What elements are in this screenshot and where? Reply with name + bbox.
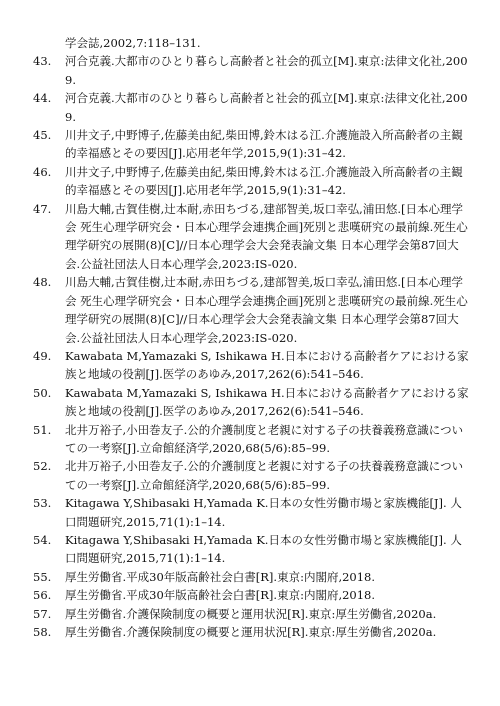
reference-number: 47. — [33, 201, 52, 216]
reference-item — [33, 273, 470, 347]
reference-text: Kitagawa Y,Shibasaki H,Yamada K.日本の女性労働市場と家族機能[J]. 人口問題研究,2015,71(1):1–14. — [65, 532, 462, 566]
reference-item — [33, 494, 470, 531]
reference-text: 厚生労働省.平成30年版高齢社会白書[R].東京:内閣府,2018. — [65, 569, 376, 584]
reference-text: Kawabata M,Yamazaki S, Ishikawa H.日本における高齢者ケアにおける家族と地域の役割[J].医学のあゆみ,2017,262(6):541–546. — [65, 385, 469, 419]
reference-text: 北井万裕子,小田巻友子.公的介護制度と老親に対する子の扶養義務意識についての一考察[J].立命館経済学,2020,68(5/6):85–99. — [65, 422, 464, 455]
reference-number: 49. — [33, 348, 52, 363]
reference-text: 川井文子,中野博子,佐藤美由紀,柴田博,鈴木はる江.介護施設入所高齢者の主観的幸福感とその要因[J].応用老年学,2015,9(1):31–42. — [65, 128, 463, 161]
reference-text: Kitagawa Y,Shibasaki H,Yamada K.日本の女性労働市場と家族機能[J]. 人口問題研究,2015,71(1):1–14. — [65, 496, 462, 529]
reference-item — [33, 126, 470, 163]
reference-item — [33, 623, 470, 641]
reference-number: 57. — [33, 606, 52, 621]
reference-item — [33, 163, 470, 200]
reference-item — [33, 347, 470, 384]
reference-number: 55. — [33, 569, 52, 584]
reference-number: 48. — [33, 275, 52, 290]
reference-text: 川島大輔,古賀佳樹,辻本耐,赤田ちづる,建部智美,坂口幸弘,浦田悠.[日本心理学会 死生心理学研究会・日本心理学会連携企画]死別と悲嘆研究の最前線.死生心理学研究の展開(8)[C]//日本心理学会大会発表論文集 日本心理学会第87回大会.公益社団法人日本心理学会,2023:IS-020. — [65, 275, 468, 345]
reference-text: 川島大輔,古賀佳樹,辻本耐,赤田ちづる,建部智美,坂口幸弘,浦田悠.[日本心理学会 死生心理学研究会・日本心理学会連携企画]死別と悲嘆研究の最前線.死生心理学研究の展開(8)[C]//日本心理学会大会発表論文集 日本心理学会第87回大会.公益社団法人日本心理学会,2023:IS-020. — [65, 201, 468, 271]
reference-text: 河合克義.大都市のひとり暮らし高齢者と社会的孤立[M].東京:法律文化社,2009. — [65, 54, 468, 87]
reference-text: Kawabata M,Yamazaki S, Ishikawa H.日本における高齢者ケアにおける家族と地域の役割[J].医学のあゆみ,2017,262(6):541–546. — [65, 348, 469, 382]
reference-text: 厚生労働省.平成30年版高齢社会白書[R].東京:内閣府,2018. — [65, 588, 376, 603]
reference-item — [33, 200, 470, 274]
reference-item — [33, 531, 470, 568]
reference-list — [33, 34, 470, 641]
reference-number: 46. — [33, 164, 52, 179]
reference-item — [33, 605, 470, 623]
reference-number: 58. — [33, 625, 52, 639]
reference-text: 北井万裕子,小田巻友子.公的介護制度と老親に対する子の扶養義務意識についての一考察[J].立命館経済学,2020,68(5/6):85–99. — [65, 459, 464, 492]
reference-item — [33, 568, 470, 586]
reference-text: 川井文子,中野博子,佐藤美由紀,柴田博,鈴木はる江.介護施設入所高齢者の主観的幸福感とその要因[J].応用老年学,2015,9(1):31–42. — [65, 164, 463, 198]
reference-number: 56. — [33, 588, 52, 603]
reference-item — [48, 34, 470, 52]
reference-number: 44. — [33, 91, 52, 106]
reference-number: 43. — [33, 54, 52, 69]
reference-text: 厚生労働省.介護保険制度の概要と運用状況[R].東京:厚生労働省,2020a. — [65, 606, 437, 621]
reference-item — [33, 586, 470, 604]
reference-number: 45. — [33, 128, 52, 143]
reference-text: 河合克義.大都市のひとり暮らし高齢者と社会的孤立[M].東京:法律文化社,2009. — [65, 91, 468, 124]
reference-text: 厚生労働省.介護保険制度の概要と運用状況[R].東京:厚生労働省,2020a. — [65, 625, 437, 639]
reference-item — [33, 384, 470, 421]
reference-item — [33, 89, 470, 126]
reference-number: 52. — [33, 459, 52, 474]
reference-item — [33, 52, 470, 89]
reference-item — [33, 457, 470, 494]
reference-item — [33, 421, 470, 458]
reference-number: 54. — [33, 532, 52, 547]
reference-text: 学会誌,2002,7:118–131. — [65, 36, 201, 50]
reference-number: 51. — [33, 422, 52, 437]
reference-number: 53. — [33, 496, 52, 511]
reference-number: 50. — [33, 385, 52, 400]
